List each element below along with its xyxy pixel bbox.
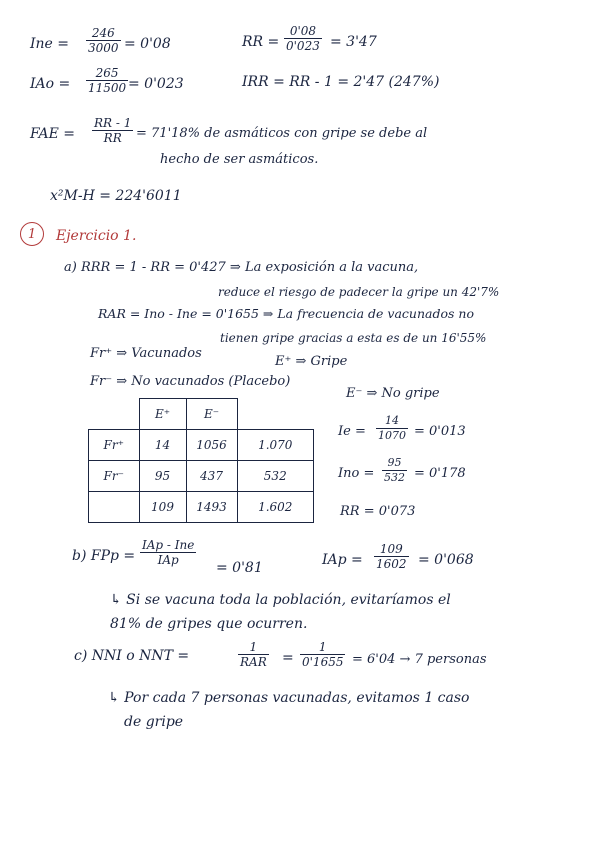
- fpp-fraction: [140, 538, 196, 567]
- fae-text-line2: hecho de ser asmáticos.: [160, 152, 319, 167]
- ino-label: Ino =: [338, 466, 375, 481]
- exercise-title: Ejercicio 1.: [56, 228, 137, 244]
- ine-denominator: 3000: [88, 41, 119, 55]
- ine-numerator: 246: [91, 26, 115, 40]
- side-rr: RR = 0'073: [340, 504, 416, 519]
- fpp-numerator: IAp - Ine: [142, 538, 195, 552]
- part-c-note-line1: ↳ Por cada 7 personas vacunadas, evitamos 1 caso: [108, 690, 470, 706]
- iao-denominator: 11500: [88, 81, 127, 95]
- iap-value: = 0'068: [418, 552, 474, 568]
- table-cell: 1.602: [237, 492, 314, 523]
- rar-line2: tienen gripe gracias a esta es de un 16'55%: [220, 331, 487, 345]
- ine-fraction: [86, 26, 121, 55]
- rar-line1: RAR = Ino - Ine = 0'1655 ⇒ La frecuencia de vacunados no: [98, 306, 474, 321]
- table-cell: 109: [139, 492, 186, 523]
- iao-fraction: [86, 66, 128, 95]
- nnt-value: = 6'04 → 7 personas: [352, 652, 487, 667]
- ino-value: = 0'178: [414, 466, 466, 481]
- table-header-row: [89, 399, 314, 430]
- irr-formula: IRR = RR - 1 = 2'47 (247%): [242, 74, 440, 90]
- contingency-table: [88, 398, 314, 523]
- table-cell: 95: [139, 461, 186, 492]
- nnt-denominator-1: RAR: [240, 655, 267, 669]
- ine-label: Ine =: [30, 36, 70, 52]
- table-cell: 1.070: [237, 430, 314, 461]
- fae-denominator: RR: [103, 131, 122, 145]
- table-row: [89, 461, 314, 492]
- exercise-number: 1: [20, 222, 44, 246]
- ie-fraction: [376, 414, 408, 443]
- part-b-note-line2: 81% de gripes que ocurren.: [110, 616, 308, 632]
- nnt-denominator-2: 0'1655: [302, 655, 344, 669]
- fae-text-line1: = 71'18% de asmáticos con gripe se debe al: [136, 126, 428, 141]
- rr-value: = 3'47: [330, 34, 377, 50]
- ino-numerator: 95: [387, 456, 402, 469]
- part-b-note-line1: ↳ Si se vacuna toda la población, evitaríamos el: [110, 592, 451, 608]
- part-c-note-line2: de gripe: [124, 714, 184, 730]
- equals-sign: =: [282, 650, 294, 666]
- table-header: E⁺: [139, 399, 186, 430]
- part-a-line1: a) RRR = 1 - RR = 0'427 ⇒ La exposición a la vacuna,: [64, 260, 419, 275]
- table-cell: 532: [237, 461, 314, 492]
- ine-value: = 0'08: [124, 36, 171, 52]
- part-c-label: c) NNI o NNT =: [74, 648, 190, 664]
- table-cell: 1056: [186, 430, 237, 461]
- table-cell: 14: [139, 430, 186, 461]
- nnt-numerator-2: 1: [318, 640, 327, 654]
- rr-denominator: 0'023: [286, 39, 320, 53]
- iao-value: = 0'023: [128, 76, 184, 92]
- table-cell: 437: [186, 461, 237, 492]
- ino-fraction: [382, 456, 407, 485]
- table-corner: [89, 399, 140, 430]
- part-a-line2: reduce el riesgo de padecer la gripe un 42'7%: [218, 285, 500, 299]
- fr-plus-def: Fr⁺ ⇒ Vacunados: [90, 346, 202, 361]
- nnt-numerator-1: 1: [249, 640, 258, 654]
- table-row: [89, 492, 314, 523]
- table-row-label: [89, 492, 140, 523]
- table-corner: [237, 399, 314, 430]
- ie-denominator: 1070: [378, 429, 406, 442]
- nnt-fraction-1: [238, 640, 269, 669]
- nnt-fraction-2: [300, 640, 345, 669]
- fpp-denominator: IAp: [157, 553, 179, 567]
- iao-label: IAo =: [30, 76, 71, 92]
- iap-fraction: [374, 542, 409, 571]
- fr-minus-def: Fr⁻ ⇒ No vacunados (Placebo): [90, 374, 291, 389]
- iap-denominator: 1602: [376, 557, 407, 571]
- e-plus-def: E⁺ ⇒ Gripe: [275, 354, 348, 369]
- table-row: [89, 430, 314, 461]
- table-header: E⁻: [186, 399, 237, 430]
- iap-label: IAp =: [322, 552, 363, 568]
- table-row-label: Fr⁻: [89, 461, 140, 492]
- chi-square: x²M-H = 224'6011: [50, 188, 182, 204]
- ie-label: Ie =: [338, 424, 366, 439]
- part-b-label: b) FPp =: [72, 548, 136, 564]
- iao-numerator: 265: [95, 66, 119, 80]
- rr-fraction: [284, 24, 322, 53]
- rr-numerator: 0'08: [289, 24, 317, 38]
- rr-label: RR =: [242, 34, 280, 50]
- table-cell: 1493: [186, 492, 237, 523]
- ie-value: = 0'013: [414, 424, 466, 439]
- iap-numerator: 109: [379, 542, 403, 556]
- fpp-value: = 0'81: [216, 560, 263, 576]
- fae-numerator: RR - 1: [94, 116, 132, 130]
- ie-numerator: 14: [385, 414, 399, 427]
- table-row-label: Fr⁺: [89, 430, 140, 461]
- e-minus-def: E⁻ ⇒ No gripe: [346, 386, 440, 401]
- ino-denominator: 532: [384, 471, 405, 484]
- fae-fraction: [92, 116, 133, 145]
- fae-label: FAE =: [30, 126, 76, 142]
